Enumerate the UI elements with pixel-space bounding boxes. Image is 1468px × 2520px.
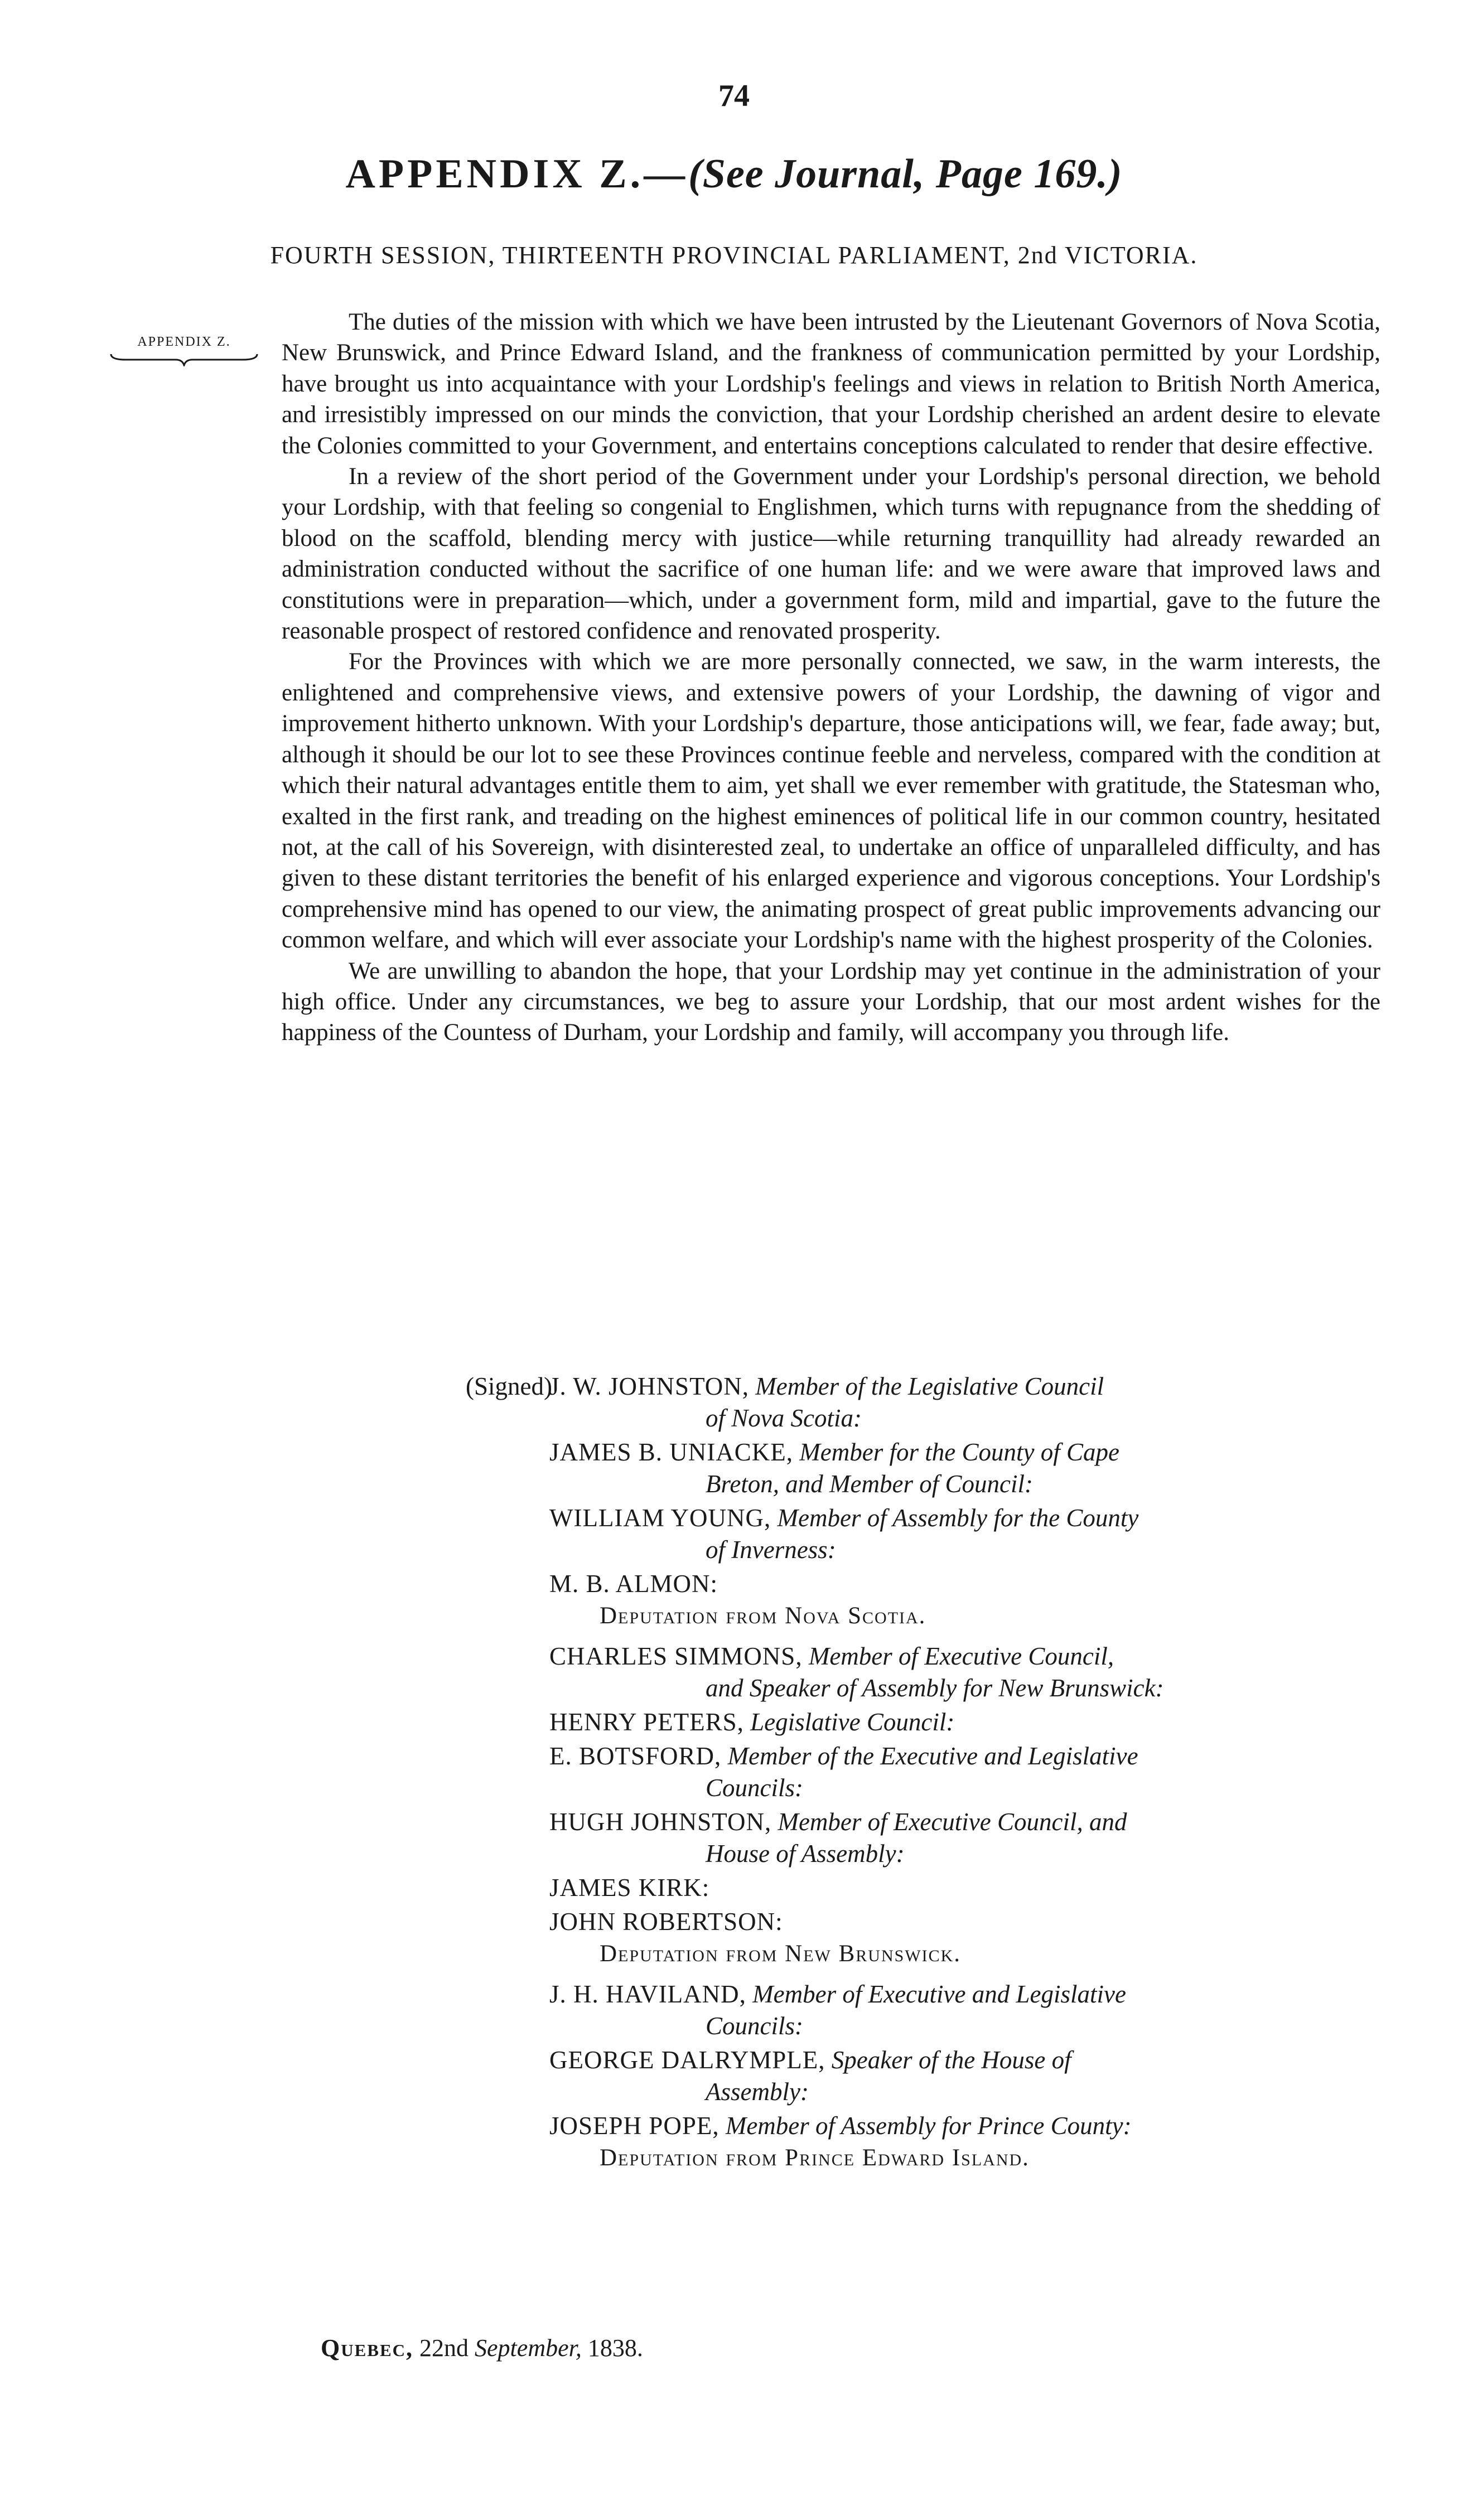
signatory-role: Legislative Council: [750, 1708, 955, 1736]
signatory-name: JAMES B. UNIACKE, [549, 1438, 794, 1466]
signatory [549, 1906, 1392, 1938]
session-subtitle: FOURTH SESSION, THIRTEENTH PROVINCIAL PARLIAMENT, 2nd VICTORIA. [270, 241, 1198, 269]
title-main: APPENDIX Z.— [345, 151, 689, 197]
signatory-role-cont: of Nova Scotia: [706, 1404, 862, 1432]
signatory-role: Member of Executive Council, and [778, 1808, 1127, 1836]
signatory-role: Member of the Legislative Council [755, 1372, 1104, 1400]
signatory [549, 1706, 1392, 1738]
signatory [549, 2110, 1392, 2142]
signatory-name: E. BOTSFORD, [549, 1742, 722, 1770]
page-number: 74 [718, 79, 750, 113]
signatory-name: CHARLES SIMMONS, [549, 1642, 803, 1670]
paragraph-4: We are unwilling to abandon the hope, that your Lordship may yet continue in the administration of your high office. Under any circumstances, we beg to assure your Lordship, that our most ardent wishes for the happiness of the Countess of Durham, your Lordship and family, will accompany you through life. [282, 957, 1380, 1046]
signatory-name: J. W. JOHNSTON, [549, 1372, 749, 1400]
deputation-label: Deputation from New Brunswick. [600, 1941, 962, 1967]
signatory-role: Member of Executive Council, [808, 1642, 1114, 1670]
dateline-day: 22nd [419, 2334, 469, 2362]
signatory-role-cont: and Speaker of Assembly for New Brunswick: [706, 1674, 1164, 1702]
dateline-month: September, [475, 2334, 582, 2362]
signatory [549, 1979, 1392, 2042]
signatory-role-cont: of Inverness: [706, 1536, 836, 1564]
signatory-role-cont: Councils: [706, 1774, 803, 1802]
dateline-place: Quebec, [321, 2334, 414, 2362]
signatory-name: JOSEPH POPE, [549, 2112, 719, 2140]
appendix-title [0, 151, 1468, 198]
signatory-role: Member of the Executive and Legislative [727, 1742, 1138, 1770]
signatory [549, 1371, 1392, 1434]
signatory-name: HUGH JOHNSTON, [549, 1808, 772, 1836]
signatory [549, 1436, 1392, 1500]
signatory-role: Member of Executive and Legislative [752, 1980, 1126, 2008]
signatory [549, 1740, 1392, 1804]
signatory-role: Member for the County of Cape [799, 1438, 1119, 1466]
title-reference: (See Journal, Page 169.) [688, 151, 1123, 197]
dateline [321, 2334, 643, 2362]
signatory [549, 1806, 1392, 1870]
signatory-role-cont: Councils: [706, 2012, 803, 2040]
signatory [549, 1872, 1392, 1904]
dateline-year: 1838. [587, 2334, 643, 2362]
signed-label: (Signed) [466, 1372, 552, 1400]
signatory [549, 1568, 1392, 1600]
signatory-role: Member of Assembly for Prince County: [725, 2112, 1132, 2140]
signatory-name: JOHN ROBERTSON: [549, 1908, 783, 1936]
letter-body [282, 307, 1380, 1048]
signatory-role: Member of Assembly for the County [777, 1504, 1139, 1532]
signatory-role: Speaker of the House of [831, 2046, 1071, 2074]
signatory-name: JAMES KIRK: [549, 1874, 710, 1902]
deputation-label: Deputation from Prince Edward Island. [600, 2145, 1030, 2171]
signature-block [466, 1371, 1392, 2182]
signatory-name: J. H. HAVILAND, [549, 1980, 746, 2008]
signatory-name: HENRY PETERS, [549, 1708, 744, 1736]
paragraph-2: In a review of the short period of the Government under your Lordship's personal direction, we behold your Lordship, with that feeling so congenial to Englishmen, which turns with repugnance from the shedding of blood on the scaffold, blending mercy with justice—while returning tranquillity had already rewarded an administration conducted without the sacrifice of one human life: and we were aware that improved laws and constitutions were in preparation—which, under a government form, mild and impartial, gave to the future the reasonable prospect of restored confidence and renovated prosperity. [282, 463, 1380, 645]
signatory-name: M. B. ALMON: [549, 1570, 718, 1598]
signatory-name: WILLIAM YOUNG, [549, 1504, 771, 1532]
signatory [549, 2044, 1392, 2108]
paragraph-1: The duties of the mission with which we have been intrusted by the Lieutenant Governors of Nova Scotia, New Brunswick, and Prince Edward Island, and the frankness of communication permitted by your Lordship, have brought us into acquaintance with your Lordship's feelings and views in relation to British North America, and irresistibly impressed on our minds the conviction, that your Lordship cherished an ardent desire to elevate the Colonies committed to your Government, and entertains conceptions calculated to render that desire effective. [282, 309, 1380, 459]
margin-brace-icon [109, 352, 259, 366]
paragraph-3: For the Provinces with which we are more personally connected, we saw, in the warm interests, the enlightened and comprehensive views, and extensive powers of your Lordship, the dawning of vigor and improvement hitherto unknown. With your Lordship's departure, those anticipations will, we fear, fade away; but, although it should be our lot to see these Provinces continue feeble and nerveless, compared with the condition at which their natural advantages entitle them to aim, yet shall we ever remember with gratitude, the Statesman who, exalted in the first rank, and treading on the highest eminences of political life in our common country, hesitated not, at the call of his Sovereign, with disinterested zeal, to undertake an office of unparalleled difficulty, and has given to these distant territories the benefit of his enlarged experience and vigorous conceptions. Your Lordship's comprehensive mind has opened to our view, the animating prospect of great public improvements advancing our common welfare, and which will ever associate your Lordship's name with the highest prosperity of the Colonies. [282, 649, 1380, 954]
signatory-name: GEORGE DALRYMPLE, [549, 2046, 825, 2074]
signatory [549, 1641, 1392, 1704]
margin-note-label: APPENDIX Z. [137, 335, 231, 349]
margin-note [109, 335, 259, 366]
signatory-role-cont: Breton, and Member of Council: [706, 1470, 1033, 1498]
deputation-label: Deputation from Nova Scotia. [600, 1603, 926, 1629]
signatory [549, 1502, 1392, 1566]
signatory-role-cont: House of Assembly: [706, 1840, 905, 1868]
signatory-role-cont: Assembly: [706, 2078, 809, 2106]
